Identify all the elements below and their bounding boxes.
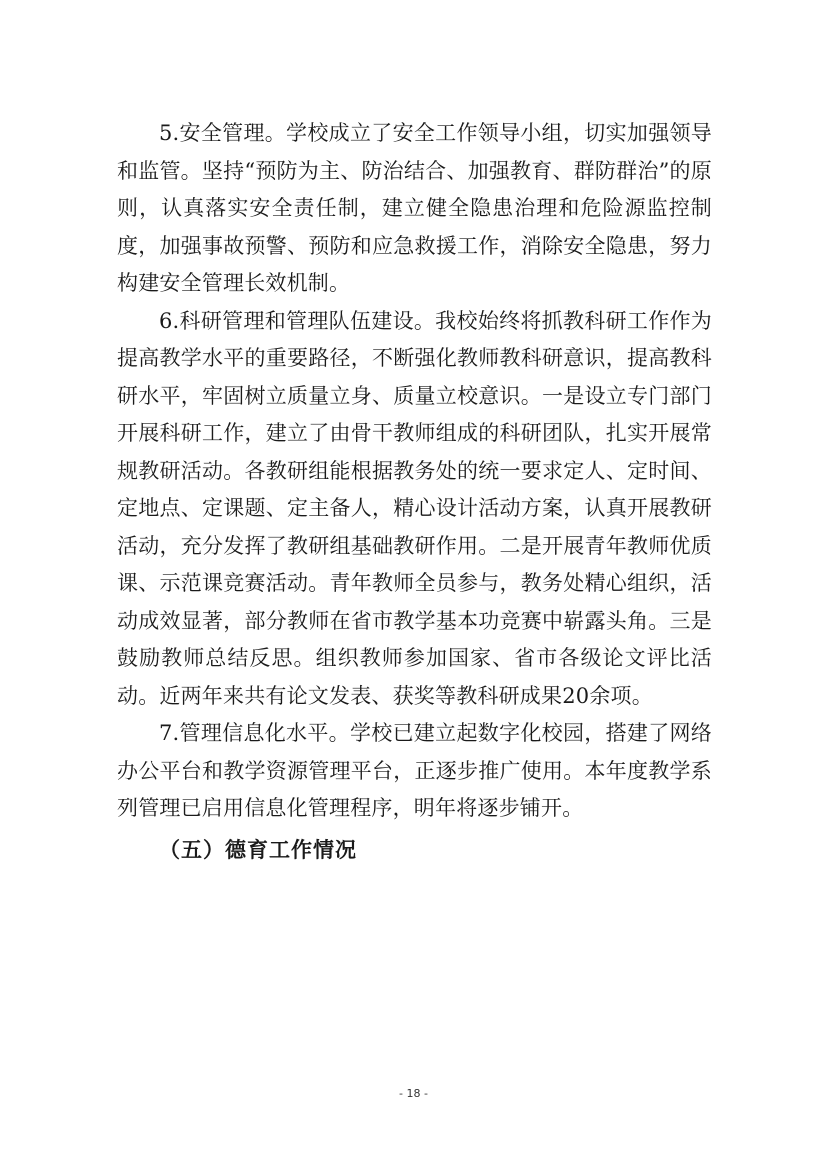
paragraph-informatization: 7.管理信息化水平。学校已建立起数字化校园，搭建了网络办公平台和教学资源管理平台，正逐步推广使用。本年度教学系列管理已启用信息化管理程序，明年将逐步铺开。 <box>117 721 712 820</box>
section-heading: （五）德育工作情况 <box>159 837 357 862</box>
document-body <box>117 115 712 869</box>
page-number: - 18 - <box>399 1087 428 1100</box>
paragraph-research-management: 6.科研管理和管理队伍建设。我校始终将抓教科研工作作为提高教学水平的重要路径，不断强化教师教科研意识，提高教科研水平，牢固树立质量立身、质量立校意识。一是设立专门部门开展科研工作，建立了由骨干教师组成的科研团队，扎实开展常规教研活动。各教研组能根据教务处的统一要求定人、定时间、定地点、定课题、定主备人，精心设计活动方案，认真开展教研活动，充分发挥了教研组基础教研作用。二是开展青年教师优质课、示范课竞赛活动。青年教师全员参与，教务处精心组织，活动成效显著，部分教师在省市教学基本功竞赛中崭露头角。三是鼓励教师总结反思。组织教师参加国家、省市各级论文评比活动。近两年来共有论文发表、获奖等教科研成果20余项。 <box>117 308 712 708</box>
paragraph-safety-management: 5.安全管理。学校成立了安全工作领导小组，切实加强领导和监管。坚持“预防为主、防治结合、加强教育、群防群治”的原则，认真落实安全责任制，建立健全隐患治理和危险源监控制度，加强事故预警、预防和应急救援工作，消除安全隐患，努力构建安全管理长效机制。 <box>117 121 712 295</box>
